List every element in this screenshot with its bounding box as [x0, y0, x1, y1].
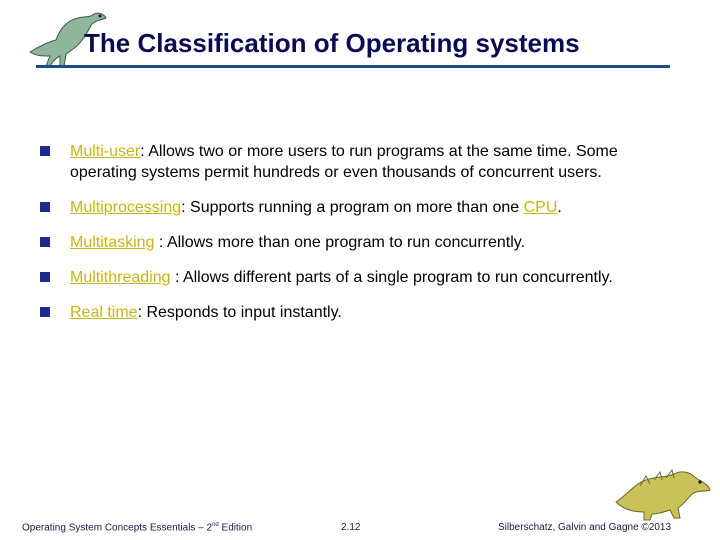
term-link[interactable]: Multithreading: [70, 269, 171, 286]
title-divider: [36, 65, 670, 68]
bullet-item: [40, 267, 680, 288]
bullet-item: [40, 141, 680, 183]
footer-copyright: Silberschatz, Galvin and Gagne ©2013: [498, 522, 672, 533]
bullet-item: [40, 302, 680, 323]
bullet-text: : Responds to input instantly.: [137, 304, 342, 321]
term-link[interactable]: Multi-user: [70, 143, 141, 160]
term-link[interactable]: Multiprocessing: [70, 199, 182, 216]
bullet-marker-icon: [40, 202, 50, 212]
bullet-item: [40, 197, 680, 218]
footer-edition-sup: nd: [212, 522, 219, 528]
bullet-marker-icon: [40, 237, 50, 247]
term-link[interactable]: Multitasking: [70, 234, 155, 251]
bullet-marker-icon: [40, 272, 50, 282]
bullet-text-end: .: [557, 199, 562, 216]
bullet-text: : Supports running a program on more than one: [181, 199, 524, 216]
bullet-text: : Allows more than one program to run concurrently.: [154, 234, 526, 251]
footer-book-title: [22, 522, 252, 533]
term-link[interactable]: Real time: [70, 304, 138, 321]
bullet-marker-icon: [40, 146, 50, 156]
footer-book-title-suffix: Edition: [218, 522, 253, 534]
bullet-item: [40, 232, 680, 253]
footer-page-number: 2.12: [341, 522, 361, 533]
slide-title: The Classification of Operating systems: [84, 28, 580, 58]
cpu-link[interactable]: CPU: [523, 199, 558, 216]
dinosaur-logo-bottom-icon: [610, 462, 714, 522]
bullet-text: : Allows two or more users to run programs at the same time. Some operating systems permit hundreds or even thousands of concurrent users.: [70, 143, 618, 181]
bullet-marker-icon: [40, 307, 50, 317]
bullet-text: : Allows different parts of a single program to run concurrently.: [170, 269, 613, 286]
bullet-list: [40, 141, 680, 337]
footer-book-title-prefix: Operating System Concepts Essentials – 2: [22, 522, 213, 534]
